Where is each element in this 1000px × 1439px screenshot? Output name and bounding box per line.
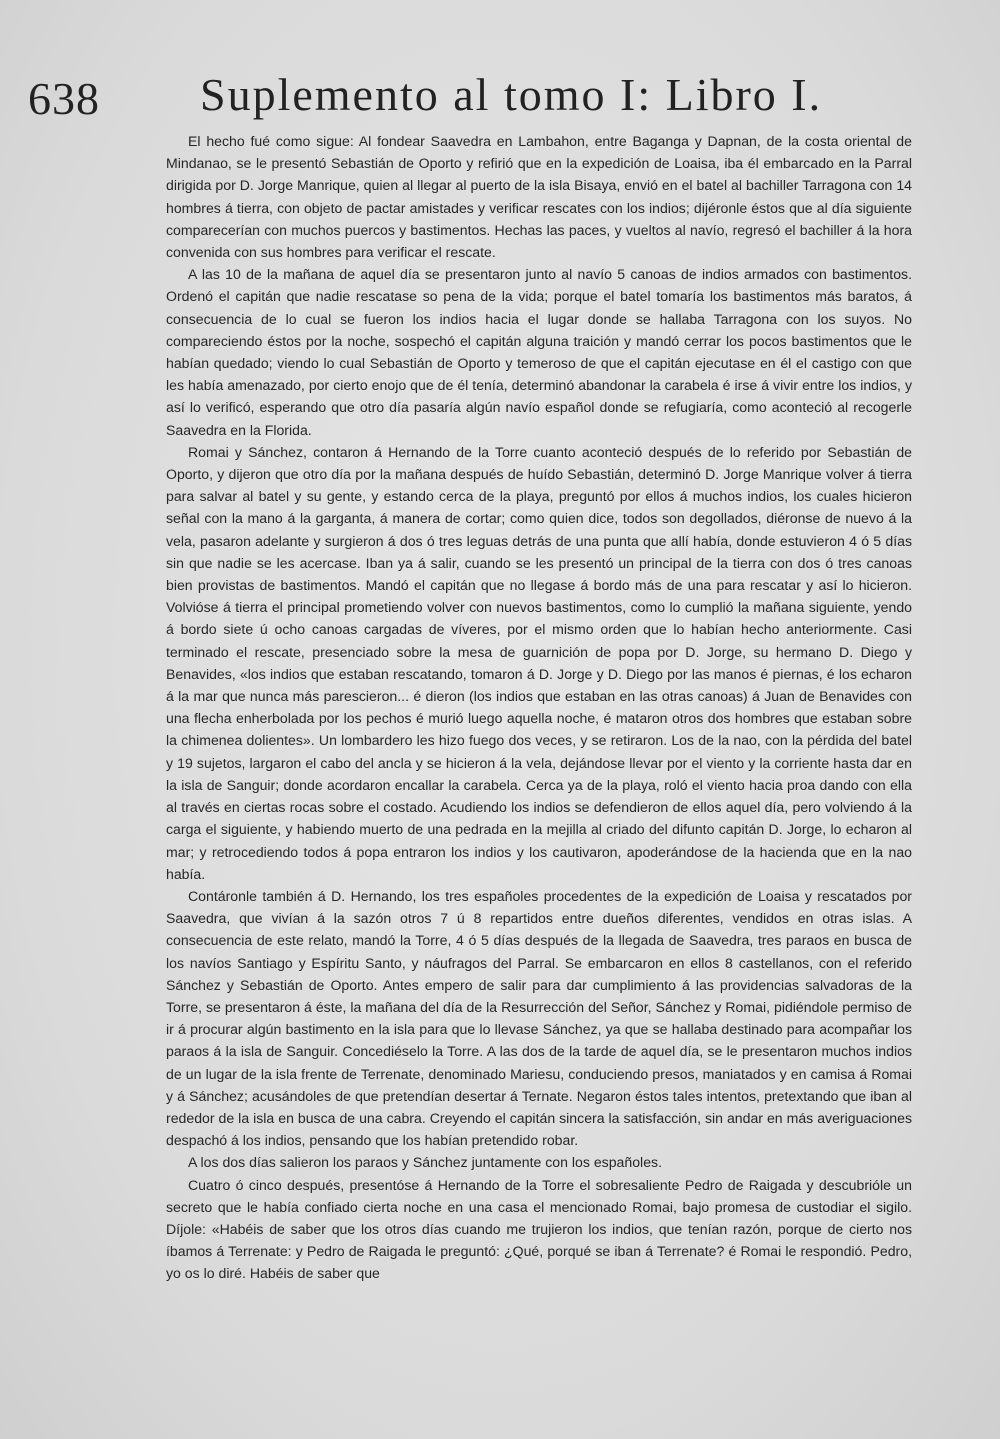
paragraph-5: A los dos días salieron los paraos y Sánchez juntamente con los españoles. bbox=[188, 1154, 662, 1171]
running-head: Suplemento al tomo I: Libro I. bbox=[200, 69, 823, 120]
paragraph-2: A las 10 de la mañana de aquel día se presentaron junto al navío 5 canoas de indios armados con bastimentos. Ordenó el capitán que nadie rescatase so pena de la vida; porque el batel tomaría los bastimentos más baratos, á consecuencia de lo cual se fueron los indios hacia el lugar donde se hallaba Tarragona con los suyos. No compareciendo éstos por la noche, sospechó el capitán alguna traición y mandó cerrar los pocos bastimentos que le habían quedado; viendo lo cual Sebastián de Oporto y temeroso de que el capitán ejecutase en él el castigo con que les había amenazado, por cierto enojo que de él tenía, determinó abandonar la carabela é irse á vivir entre los indios, y así lo verificó, esperando que otro día pasaría algún navío español donde se refugiaría, como aconteció al recogerle Saavedra en la Florida. bbox=[166, 266, 912, 438]
paragraph-4: Contáronle también á D. Hernando, los tres españoles procedentes de la expedición de Loaisa y rescatados por Saavedra, que vivían á la sazón otros 7 ú 8 repartidos entre dueños diferentes, vendidos en otras islas. A consecuencia de este relato, mandó la Torre, 4 ó 5 días después de la llegada de Saavedra, tres paraos en busca de los navíos Santiago y Espíritu Santo, y náufragos del Parral. Se embarcaron en ellos 8 castellanos, con el referido Sánchez y Sebastián de Oporto. Antes empero de salir para dar cumplimiento á las providencias salvadoras de la Torre, se presentaron á éste, la mañana del día de la Resurrección del Señor, Sánchez y Romai, pidiéndole permiso de ir á procurar algún bastimento en la isla para que lo llevase Sánchez, ya que se hallaba destinado para acompañar los paraos á la isla de Sanguir. Concediéselo la Torre. A las dos de la tarde de aquel día, se le presentaron muchos indios de un lugar de la isla frente de Terrenate, denominado Mariesu, conduciendo presos, maniatados y en camisa á Romai y á Sánchez; acusándoles de que pretendían desertar á Ternate. Negaron éstos tales intentos, pretextando que iban al rededor de la isla en busca de una cabra. Creyendo el capitán sincera la satisfacción, sin andar en más averiguaciones despachó á los indios, pensando que los habían pretendido robar. bbox=[166, 887, 912, 1149]
page-number: 638 bbox=[28, 73, 100, 124]
paragraph-6: Cuatro ó cinco después, presentóse á Hernando de la Torre el sobresaliente Pedro de Raigada y descubrióle un secreto que le había confiado cierta noche en una casa el mencionado Romai, bajo promesa de custodiar el sigilo. Díjole: «Habéis de saber que los otros días cuando me trujieron los indios, que tenían razón, porque de cierto nos íbamos á Terrenate: y Pedro de Raigada le preguntó: ¿Qué, porqué se iban á Terrenate? é Romai le respondió. Pedro, yo os lo diré. Habéis de saber que bbox=[166, 1176, 912, 1282]
page-header bbox=[0, 60, 1000, 140]
paragraph-1: El hecho fué como sigue: Al fondear Saavedra en Lambahon, entre Baganga y Dapnan, de la costa oriental de Mindanao, se le presentó Sebastián de Oporto y refirió que en la expedición de Loaisa, iba él embarcado en la Parral dirigida por D. Jorge Manrique, quien al llegar al puerto de la isla Bisaya, envió en el batel al bachiller Tarragona con 14 hombres á tierra, con objeto de pactar amistades y verificar rescates con los indios; dijéronle éstos que al día siguiente comparecerían con muchos puercos y bastimentos. Hechas las paces, y vueltos al navío, regresó el bachiller á la hora convenida con sus hombres para verificar el rescate. bbox=[166, 133, 912, 261]
body-text bbox=[166, 130, 912, 1285]
paragraph-3: Romai y Sánchez, contaron á Hernando de la Torre cuanto aconteció después de lo referido por Sebastián de Oporto, y dijeron que otro día por la mañana después de huído Sebastián, determinó D. Jorge Manrique volver á tierra para salvar al batel y su gente, y estando cerca de la playa, preguntó por ellos á muchos indios, los cuales hicieron señal con la mano á la garganta, á manera de cortar; como quien dice, todos son degollados, diéronse de nuevo á la vela, pasaron adelante y surgieron á dos ó tres leguas detrás de una punta que allí había, donde estuvieron 4 ó 5 días sin que nadie se les acercase. Iban ya á salir, cuando se les presentó un principal de la tierra con dos ó tres canoas bien provistas de bastimentos. Mandó el capitán que no llegase á bordo más de una para rescatar y así lo hicieron. Volvióse á tierra el principal prometiendo volver con nuevos bastimentos, como lo cumplió la mañana siguiente, yendo á bordo siete ú ocho canoas cargadas de víveres, por el mismo orden que lo habían hecho anteriormente. Casi terminado el rescate, presenciado sobre la mesa de guarnición de popa por D. Jorge, su hermano D. Diego y Benavides, «los indios que estaban rescatando, tomaron á D. Jorge y D. Diego por las manos é piernas, é los echaron á la mar que nunca más parescieron... é dieron (los indios que estaban en las otras canoas) á Juan de Benavides con una flecha enherbolada por los pechos é murió luego aquella noche, é mataron otros dos hombres que estaban sobre la chimenea dolientes». Un lombardero les hizo fuego dos veces, y se retiraron. Los de la nao, con la pérdida del batel y 19 sujetos, largaron el cabo del ancla y se hicieron á la vela, dejándose llevar por el viento y la corriente hasta dar en la isla de Sanguir; donde acordaron encallar la carabela. Cerca ya de la playa, roló el viento hacia proa dando con ella al través en ciertas rocas sobre el costado. Acudiendo los indios se defendieron de ellos aquel día, pero volviendo á la carga el siguiente, y habiendo muerto de una pedrada en la mejilla al criado del difunto capitán D. Jorge, lo echaron al mar; y retrocediendo todos á popa entraron los indios y los cautivaron, apoderándose de la hacienda que en la nao había. bbox=[166, 443, 912, 882]
